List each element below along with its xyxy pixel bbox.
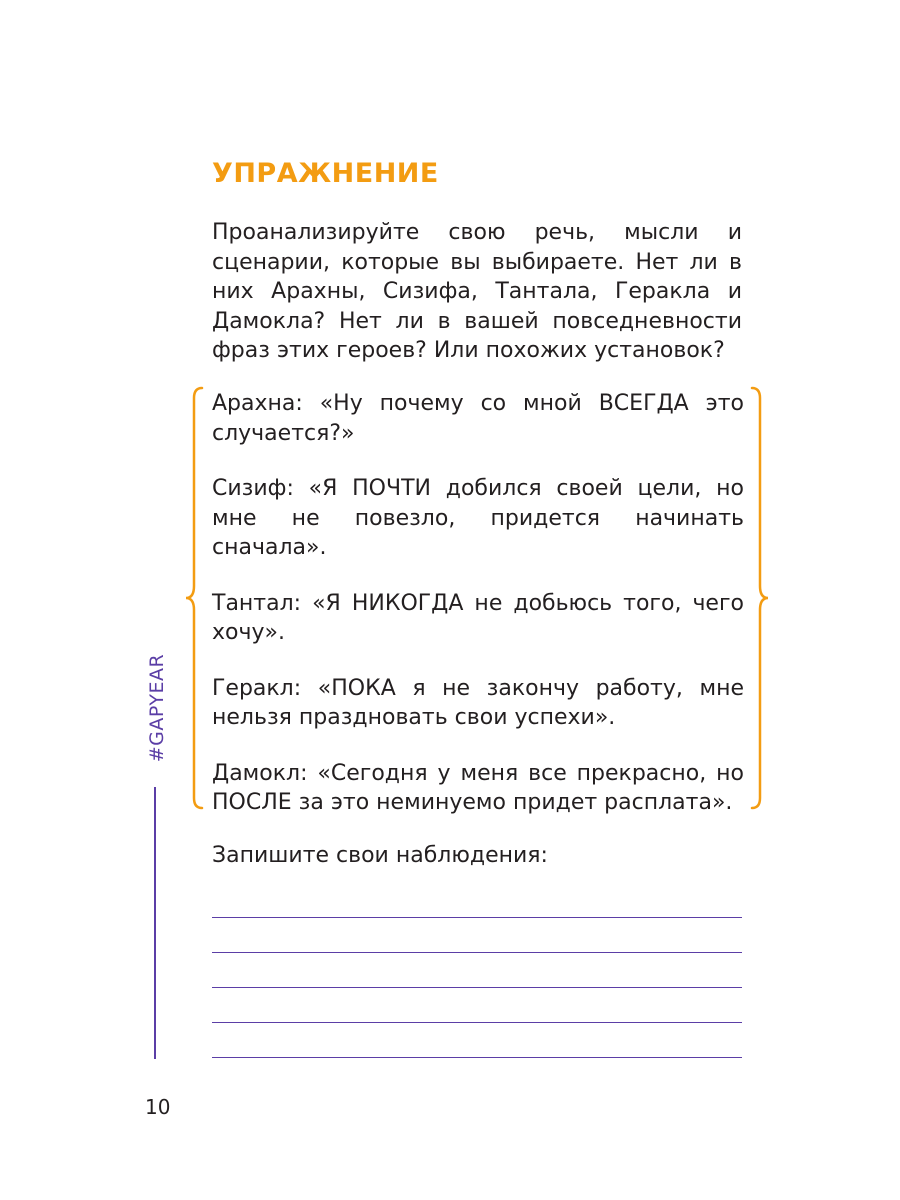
notes-line-5[interactable] — [212, 1057, 742, 1058]
quote-sisyphus: Сизиф: «Я ПОЧТИ добился своей цели, но мне не повезло, придется начинать сначала». — [212, 476, 744, 560]
side-vertical-rule — [154, 787, 156, 1059]
intro-paragraph: Проанализируйте свою речь, мысли и сценарии, которые вы выбираете. Нет ли в них Арахны, Сизифа, Тантала, Геракла и Дамокла? Нет ли в вашей повседневности фраз этих героев? Или похожих установок? — [212, 220, 742, 363]
hero-quotes — [212, 389, 744, 844]
notes-line-1[interactable] — [212, 917, 742, 918]
side-hashtag-text: #GAPYEAR — [146, 653, 168, 762]
notes-line-3[interactable] — [212, 987, 742, 988]
right-curly-brace — [752, 388, 768, 808]
side-hashtag — [142, 645, 172, 770]
notes-line-4[interactable] — [212, 1022, 742, 1023]
quote-heracles: Геракл: «ПОКА я не закончу работу, мне нельзя праздновать свои успехи». — [212, 675, 744, 730]
exercise-heading: УПРАЖНЕНИЕ — [212, 158, 439, 189]
page-number: 10 — [145, 1095, 171, 1119]
quote-arachne: Арахна: «Ну почему со мной ВСЕГДА это случается?» — [212, 391, 744, 446]
notes-prompt: Запишите свои наблюдения: — [212, 843, 548, 868]
left-curly-brace — [186, 388, 202, 808]
quote-tantalus: Тантал: «Я НИКОГДА не добьюсь того, чего хочу». — [212, 590, 744, 645]
notes-line-2[interactable] — [212, 952, 742, 953]
quote-damocles: Дамокл: «Сегодня у меня все прекрасно, но ПОСЛЕ за это неминуемо придет расплата». — [212, 760, 744, 815]
